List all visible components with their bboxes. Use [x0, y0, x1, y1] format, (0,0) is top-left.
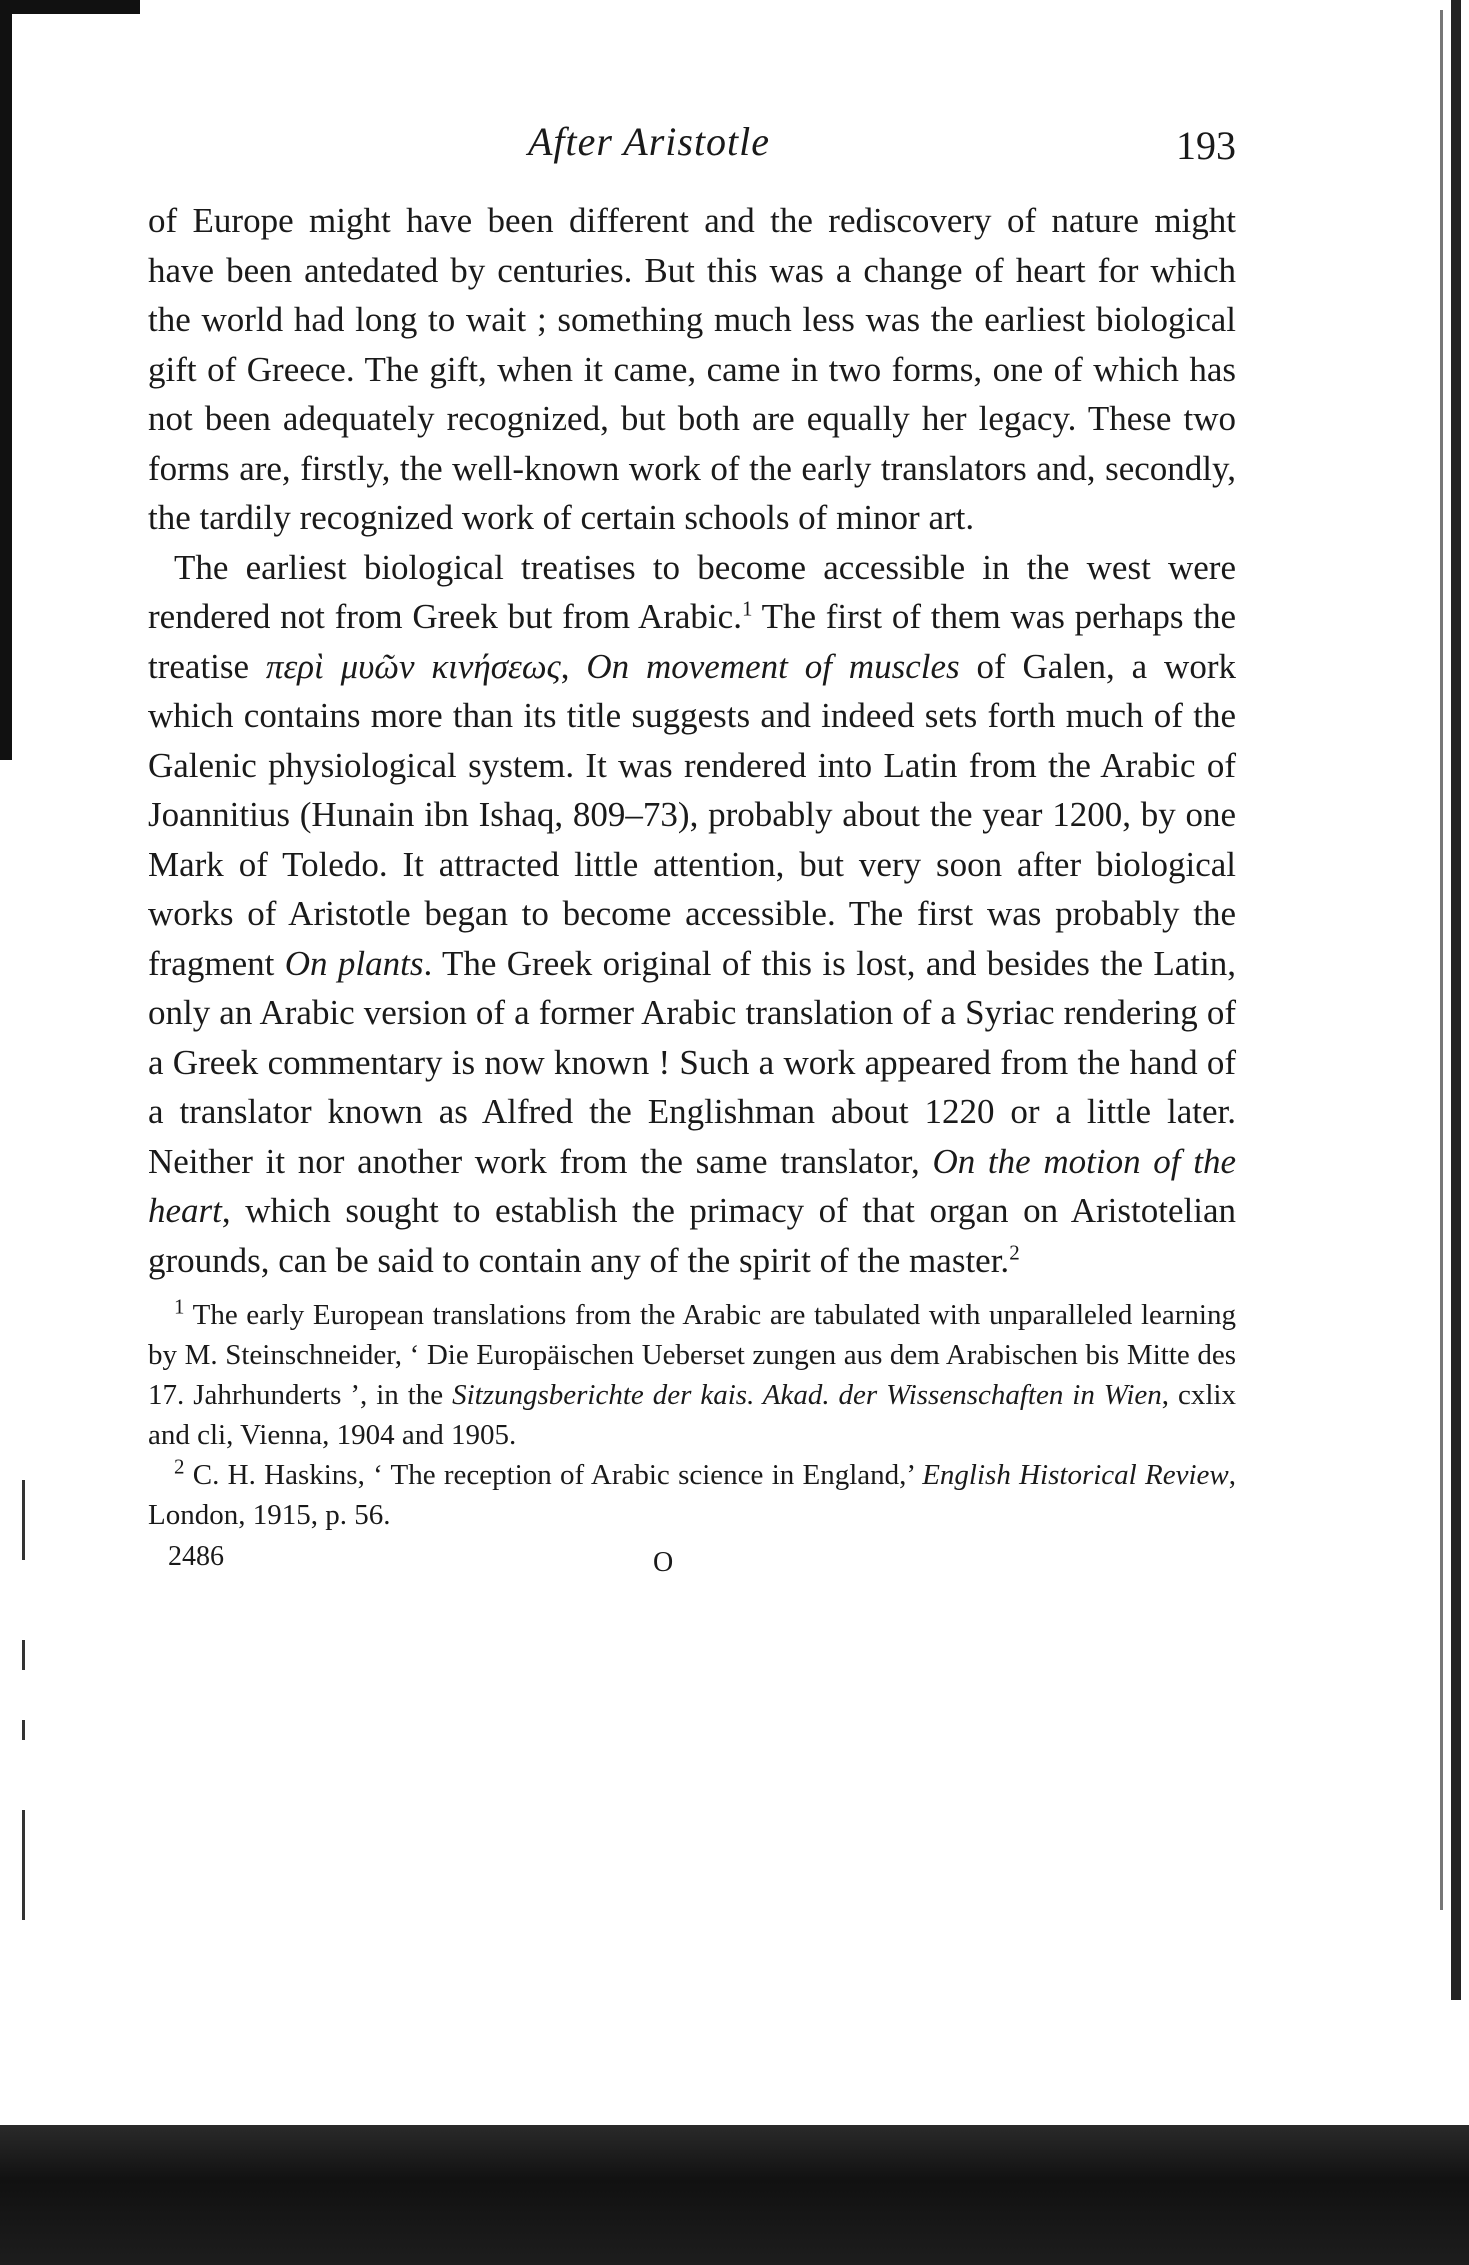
scan-border-left — [0, 0, 12, 760]
text-run: , — [560, 646, 587, 686]
page-number: 193 — [1176, 123, 1236, 168]
journal-title: Sitzungsberichte der kais. Akad. der Wissenschaften in Wien — [452, 1379, 1162, 1411]
text-run: , which sought to establish the primacy of that organ on Aristotelian grounds, can be said to contain any of the spirit of the master. — [148, 1191, 1236, 1280]
text-run: , cxlix and cli, Vienna, 1904 and 1905. — [148, 1379, 1236, 1451]
text-run: of Galen, a work which contains more than its title suggests and indeed sets forth much of the Galenic physiological system. It was rendered into Latin from the Arabic of Joannitius (Hunain ibn Ishaq, 809–73), probably about the year 1200, by one Mark of Toledo. It attracted little attention, but very soon after biological works of Aristotle began to become accessible. The first was probably the fragment — [148, 646, 1236, 983]
footnote-marker: 2 — [174, 1454, 185, 1479]
body-text — [148, 196, 1236, 1285]
footnote-2 — [148, 1455, 1236, 1535]
scan-border-right-inner — [1440, 10, 1443, 1910]
margin-mark — [22, 1810, 25, 1920]
scan-bottom-shadow — [0, 2125, 1469, 2265]
running-title: After Aristotle — [528, 119, 771, 164]
footnote-ref-1: 1 — [741, 596, 753, 621]
signature-line — [148, 1541, 1236, 1585]
text-run: , London, 1915, p. 56. — [148, 1459, 1236, 1531]
footnote-1 — [148, 1295, 1236, 1455]
margin-mark — [22, 1480, 25, 1560]
running-header — [148, 118, 1236, 196]
footnotes — [148, 1295, 1236, 1535]
footnote-ref-2: 2 — [1009, 1239, 1020, 1264]
signature-number: 2486 — [168, 1541, 224, 1572]
footnote-marker: 1 — [174, 1294, 185, 1319]
text-run: The earliest biological treatises to become accessible in the west were rendered not from Greek but from Arabic. — [148, 547, 1236, 636]
work-title: On the motion of the heart — [148, 1141, 1236, 1230]
journal-title: English Historical Review — [922, 1459, 1229, 1491]
paragraph-1: of Europe might have been different and the rediscovery of nature might have been antedated by centuries. But this was a change of heart for which the world had long to wait ; something much less was the earliest biological gift of Greece. The gift, when it came, came in two forms, one of which has not been adequately recognized, but both are equally her legacy. These two forms are, firstly, the well-known work of the early translators and, secondly, the tardily recognized work of certain schools of minor art. — [148, 201, 1236, 537]
text-run: The first of them was perhaps the treatise — [148, 597, 1236, 686]
work-title: On movement of muscles — [586, 646, 960, 686]
greek-title: περὶ μυῶν κινήσεως — [265, 646, 561, 686]
margin-mark — [22, 1640, 25, 1670]
book-page — [148, 118, 1236, 1585]
text-run: C. H. Haskins, ‘ The reception of Arabic science in England,’ — [184, 1459, 923, 1491]
paragraph-2 — [148, 543, 1236, 1286]
work-title: On plants — [284, 943, 424, 983]
signature-letter: O — [653, 1547, 674, 1578]
text-run: . The Greek original of this is lost, and besides the Latin, only an Arabic version of a former Arabic translation of a Syriac rendering of a Greek commentary is now known ! Such a work appeared from the hand of a translator known as Alfred the Englishman about 1220 or a little later. Neither it nor another work from the same translator, — [148, 943, 1236, 1181]
scan-border-top — [0, 0, 140, 14]
margin-mark — [22, 1720, 25, 1740]
scan-border-right — [1451, 0, 1461, 2000]
text-run: The early European translations from the Arabic are tabulated with unparalleled learning by M. Steinschneider, ‘ Die Europäischen Ueberset zungen aus dem Arabischen bis Mitte des 17. Jahrhunderts ’, in the — [148, 1299, 1236, 1411]
